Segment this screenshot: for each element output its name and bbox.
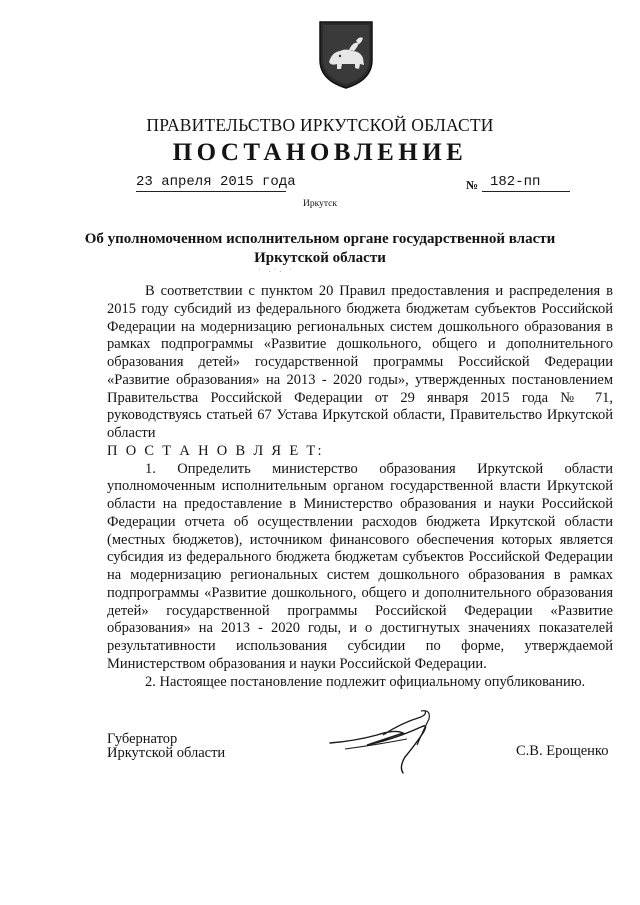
role-line-2: Иркутской области [107, 745, 226, 761]
resolves-heading: П О С Т А Н О В Л Я Е Т: [107, 442, 324, 459]
government-name: ПРАВИТЕЛЬСТВО ИРКУТСКОЙ ОБЛАСТИ [146, 115, 494, 135]
document-body [107, 283, 613, 691]
irkutsk-coat-of-arms-icon [318, 20, 374, 90]
document-type: ПОСТАНОВЛЕНИЕ [172, 139, 468, 166]
number-underline [482, 191, 570, 192]
document-number: 182-пп [490, 174, 541, 190]
item-2-paragraph: 2. Настоящее постановление подлежит официальному опубликованию. [145, 673, 586, 690]
item-1-paragraph: 1. Определить министерство образования Иркутской области уполномоченным исполнительным органом государственной власти Иркутской области на предоставление в Министерство образования и науки Российской Федерации отчета об осуществлении расходов бюджета Иркутской области (местных бюджетов), источником финансового обеспечения которых является субсидия из федерального бюджета бюджетам субъектов Российской Федерации на модернизацию региональных систем дошкольного образования в рамках подпрограммы «Развитие дошкольного, общего и дополнительного образования детей» государственной программы Российской Федерации «Развитие образования» на 2013 - 2020 годы, и о достигнутых значениях показателей результативности использования субсидии по форме, утверждаемой Министерством образования и науки Российской Федерации. [107, 460, 613, 672]
subject-line-1: Об уполномоченном исполнительном органе государственной власти [84, 231, 556, 247]
preamble-paragraph: В соответствии с пунктом 20 Правил предоставления и распределения в 2015 году субсидий из федерального бюджета бюджетам субъектов Российской Федерации на модернизацию региональных систем дошкольного образования в рамках подпрограммы «Развитие дошкольного, общего и дополнительного образования детей» государственной программы Российской Федерации «Развитие образования» на 2013 - 2020 годы», утвержденных постановлением Правительства Российской Федерации от 29 января 2015 года № 71, руководствуясь статьей 67 Устава Иркутской области, Правительство Иркутской области [107, 283, 613, 441]
document-date: 23 апреля 2015 года [136, 174, 296, 190]
date-underline [136, 191, 286, 192]
role-line-1: Губернатор [107, 731, 178, 747]
scan-specks: · .·. · [258, 265, 295, 274]
subject-line-2: Иркутской области [254, 250, 386, 266]
number-label: № [466, 178, 479, 192]
city: Иркутск [303, 199, 337, 209]
signatory-name: С.В. Ерощенко [516, 743, 609, 759]
document-subject [80, 230, 560, 268]
signatory-role [107, 732, 225, 760]
handwritten-signature-icon [325, 705, 455, 785]
